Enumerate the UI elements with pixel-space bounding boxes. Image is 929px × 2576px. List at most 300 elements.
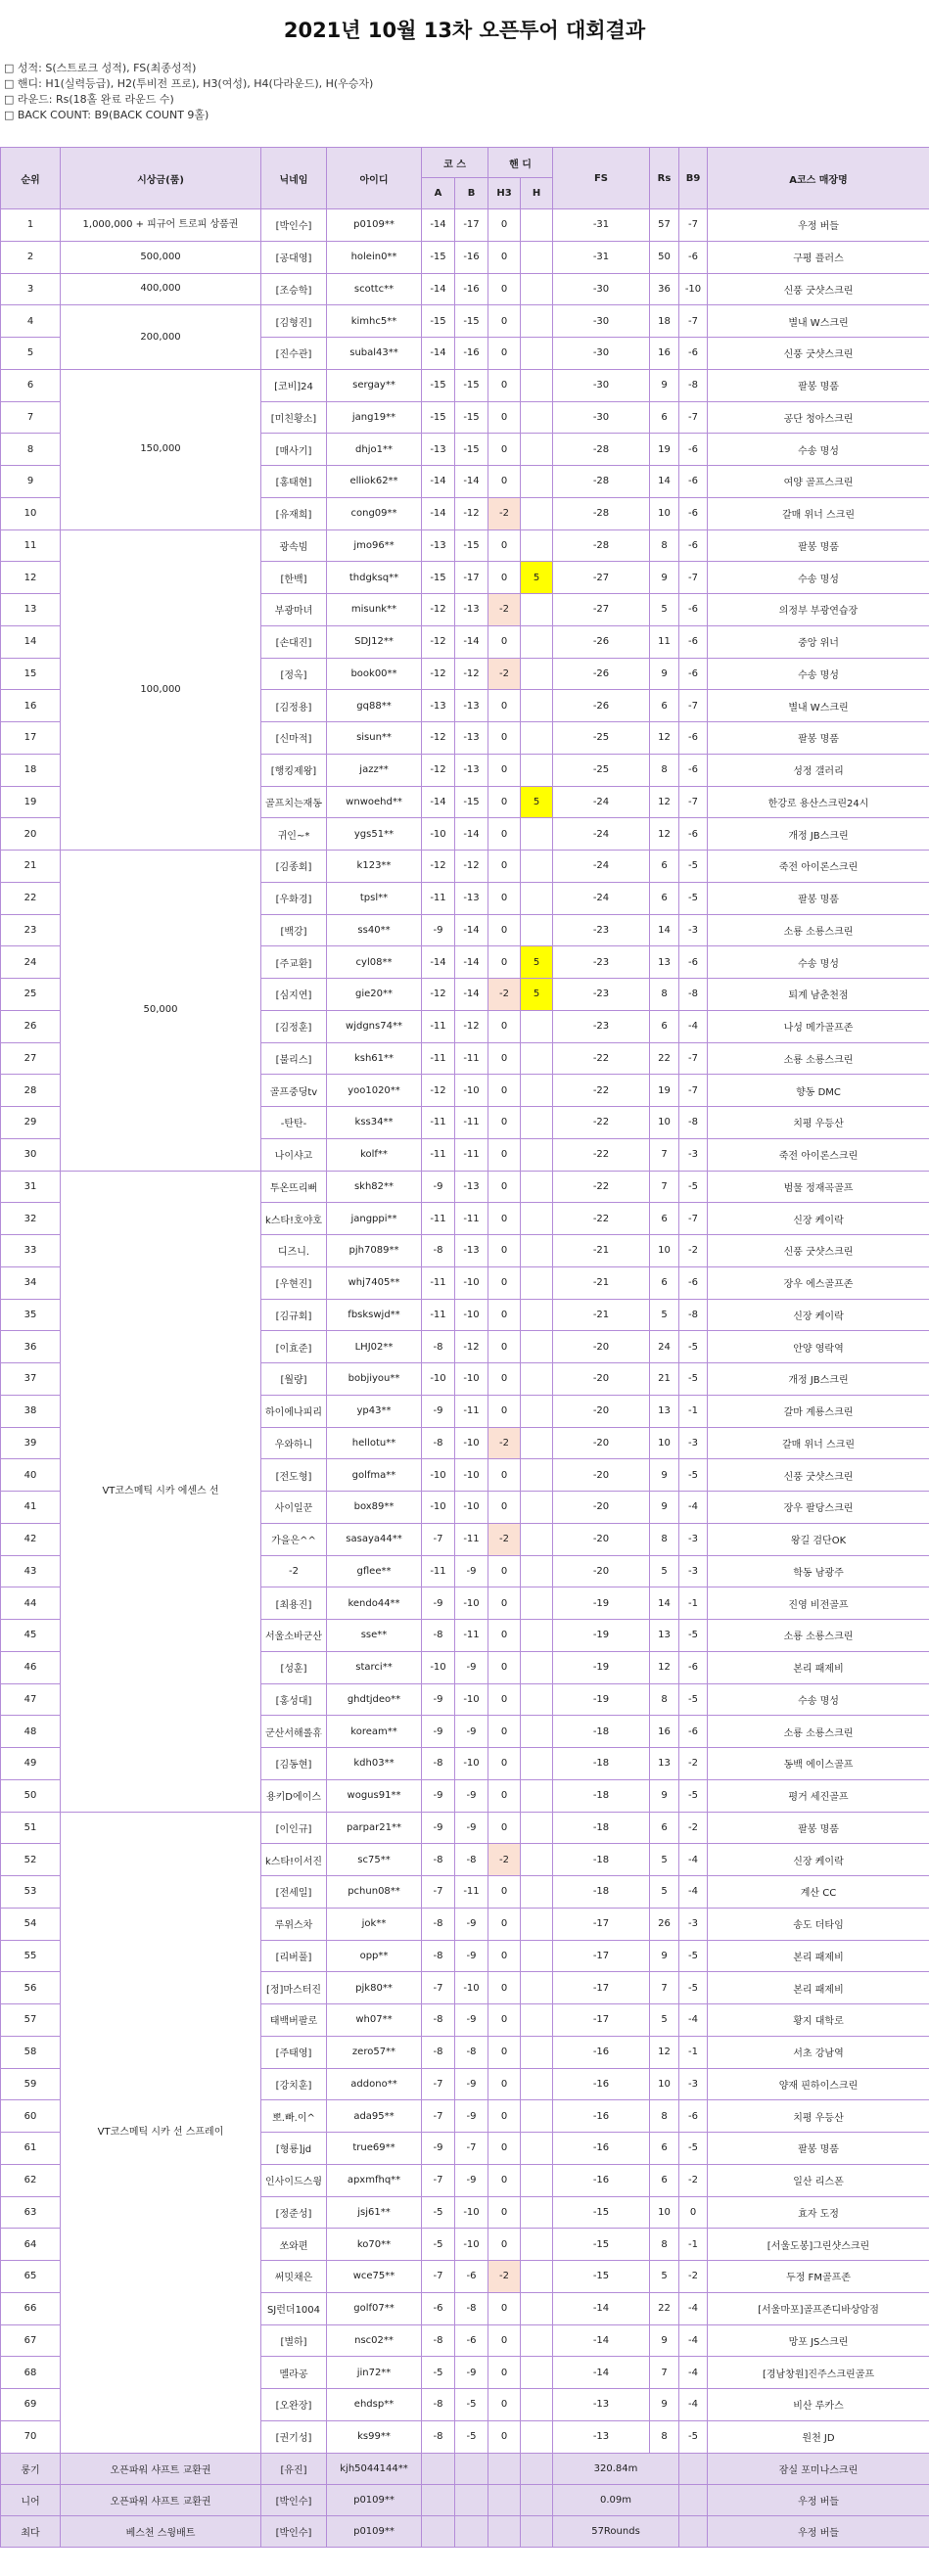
- rs-cell: 57: [650, 209, 679, 242]
- rs-cell: 16: [650, 1716, 679, 1748]
- rank-cell: 18: [1, 754, 61, 786]
- user-id-cell: box89**: [327, 1492, 422, 1524]
- user-id-cell: koream**: [327, 1716, 422, 1748]
- course-a-cell: -14: [422, 273, 455, 305]
- course-b-cell: -15: [455, 369, 488, 401]
- table-row: [1, 241, 929, 273]
- b9-cell: -1: [679, 1587, 708, 1620]
- course-a-cell: -9: [422, 1683, 455, 1716]
- h3-cell: 0: [488, 529, 521, 562]
- user-id-cell: wh07**: [327, 2004, 422, 2037]
- fs-cell: -23: [553, 946, 650, 979]
- user-id-cell: hellotu**: [327, 1427, 422, 1459]
- h-cell: [521, 2229, 553, 2261]
- award-value: 320.84m: [553, 2453, 679, 2484]
- nickname-cell: [홍태현]: [261, 466, 327, 498]
- user-id-cell: gq88**: [327, 690, 422, 722]
- fs-cell: -15: [553, 2261, 650, 2293]
- course-a-cell: -7: [422, 2100, 455, 2133]
- rank-cell: 19: [1, 786, 61, 818]
- h3-cell: 0: [488, 2068, 521, 2100]
- store-cell: 신풍 굿샷스크린: [708, 1459, 929, 1492]
- rs-cell: 13: [650, 1748, 679, 1780]
- nickname-cell: [행킹제왕]: [261, 754, 327, 786]
- table-row: [1, 529, 929, 562]
- course-b-cell: -15: [455, 529, 488, 562]
- course-a-cell: -13: [422, 529, 455, 562]
- user-id-cell: jazz**: [327, 754, 422, 786]
- b9-cell: -6: [679, 466, 708, 498]
- fs-cell: -16: [553, 2100, 650, 2133]
- course-a-cell: -8: [422, 2036, 455, 2068]
- h-cell: 5: [521, 562, 553, 594]
- h-cell: [521, 497, 553, 529]
- h3-cell: 0: [488, 466, 521, 498]
- rs-cell: 8: [650, 2420, 679, 2453]
- course-a-cell: -14: [422, 209, 455, 242]
- b9-cell: -6: [679, 241, 708, 273]
- store-cell: 팔봉 명품: [708, 882, 929, 914]
- user-id-cell: tpsl**: [327, 882, 422, 914]
- user-id-cell: sergay**: [327, 369, 422, 401]
- store-cell: 치평 우등산: [708, 1107, 929, 1139]
- rank-cell: 53: [1, 1876, 61, 1909]
- rs-cell: 9: [650, 369, 679, 401]
- course-a-cell: -15: [422, 305, 455, 338]
- h-cell: [521, 2164, 553, 2196]
- store-cell: [경남창원]진주스크린골프: [708, 2357, 929, 2389]
- course-a-cell: -9: [422, 1395, 455, 1427]
- course-a-cell: -14: [422, 338, 455, 370]
- h-cell: [521, 434, 553, 466]
- user-id-cell: jang19**: [327, 401, 422, 434]
- course-b-cell: -14: [455, 914, 488, 946]
- nickname-cell: [김동현]: [261, 1748, 327, 1780]
- nickname-cell: 군산서해롤휴: [261, 1716, 327, 1748]
- h3-cell: 0: [488, 1459, 521, 1492]
- store-cell: 본리 패제비: [708, 1651, 929, 1683]
- fs-cell: -26: [553, 658, 650, 690]
- user-id-cell: ygs51**: [327, 818, 422, 851]
- rank-cell: 40: [1, 1459, 61, 1492]
- b9-cell: -4: [679, 1010, 708, 1042]
- h3-cell: -2: [488, 594, 521, 626]
- prize-cell: 500,000: [61, 241, 261, 273]
- header-prize: 시상금(품): [61, 148, 261, 209]
- rank-cell: 63: [1, 2196, 61, 2229]
- course-b-cell: -12: [455, 1010, 488, 1042]
- store-cell: 수송 명성: [708, 946, 929, 979]
- nickname-cell: [심지연]: [261, 979, 327, 1011]
- header-rank: 순위: [1, 148, 61, 209]
- nickname-cell: 용키D에이스: [261, 1779, 327, 1812]
- h-cell: [521, 1620, 553, 1652]
- prize-cell: VT코스메틱 시카 선 스프레이: [61, 1812, 261, 2453]
- header-fs: FS: [553, 148, 650, 209]
- table-row: [1, 209, 929, 242]
- h-cell: [521, 1331, 553, 1363]
- rank-cell: 43: [1, 1555, 61, 1587]
- course-a-cell: -11: [422, 1042, 455, 1075]
- nickname-cell: [박인수]: [261, 209, 327, 242]
- b9-cell: -6: [679, 594, 708, 626]
- user-id-cell: kolf**: [327, 1138, 422, 1171]
- store-cell: 갈매 위너 스크린: [708, 1427, 929, 1459]
- h3-cell: -2: [488, 2261, 521, 2293]
- rs-cell: 12: [650, 786, 679, 818]
- course-b-cell: -9: [455, 1716, 488, 1748]
- rs-cell: 10: [650, 1235, 679, 1267]
- prize-cell: VT코스메틱 시카 에센스 선: [61, 1171, 261, 1812]
- course-a-cell: -8: [422, 2004, 455, 2037]
- award-blank: [679, 2484, 708, 2515]
- user-id-cell: opp**: [327, 1940, 422, 1972]
- rs-cell: 6: [650, 1010, 679, 1042]
- rs-cell: 7: [650, 2357, 679, 2389]
- nickname-cell: 멜라공: [261, 2357, 327, 2389]
- b9-cell: -4: [679, 1492, 708, 1524]
- course-a-cell: -8: [422, 1427, 455, 1459]
- nickname-cell: [월량]: [261, 1363, 327, 1396]
- h3-cell: 0: [488, 1716, 521, 1748]
- nickname-cell: 부광마녀: [261, 594, 327, 626]
- store-cell: 중앙 위너: [708, 625, 929, 658]
- award-prize: 오픈파워 샤프트 교환권: [61, 2453, 261, 2484]
- b9-cell: -6: [679, 1266, 708, 1299]
- b9-cell: -6: [679, 658, 708, 690]
- store-cell: 향동 DMC: [708, 1075, 929, 1107]
- fs-cell: -30: [553, 273, 650, 305]
- store-cell: 수송 명성: [708, 562, 929, 594]
- user-id-cell: misunk**: [327, 594, 422, 626]
- nickname-cell: 우와하니: [261, 1427, 327, 1459]
- user-id-cell: pchun08**: [327, 1876, 422, 1909]
- header-course-a: A: [422, 178, 455, 209]
- nickname-cell: [형룡]jd: [261, 2133, 327, 2165]
- rank-cell: 58: [1, 2036, 61, 2068]
- h-cell: [521, 2196, 553, 2229]
- nickname-cell: 가을은^^: [261, 1523, 327, 1555]
- user-id-cell: wce75**: [327, 2261, 422, 2293]
- store-cell: 송도 더타임: [708, 1908, 929, 1940]
- user-id-cell: ss40**: [327, 914, 422, 946]
- rank-cell: 36: [1, 1331, 61, 1363]
- rs-cell: 8: [650, 1523, 679, 1555]
- h-cell: [521, 1363, 553, 1396]
- course-a-cell: -9: [422, 1779, 455, 1812]
- user-id-cell: p0109**: [327, 209, 422, 242]
- rs-cell: 11: [650, 625, 679, 658]
- fs-cell: -28: [553, 466, 650, 498]
- user-id-cell: sasaya44**: [327, 1523, 422, 1555]
- course-a-cell: -14: [422, 497, 455, 529]
- store-cell: 나성 메가골프존: [708, 1010, 929, 1042]
- prize-cell: 50,000: [61, 851, 261, 1172]
- course-a-cell: -12: [422, 851, 455, 883]
- rank-cell: 26: [1, 1010, 61, 1042]
- user-id-cell: kss34**: [327, 1107, 422, 1139]
- course-b-cell: -11: [455, 1395, 488, 1427]
- nickname-cell: [강치훈]: [261, 2068, 327, 2100]
- fs-cell: -22: [553, 1075, 650, 1107]
- rs-cell: 6: [650, 2133, 679, 2165]
- user-id-cell: k123**: [327, 851, 422, 883]
- store-cell: 갈매 위너 스크린: [708, 497, 929, 529]
- course-a-cell: -12: [422, 722, 455, 755]
- course-b-cell: -13: [455, 722, 488, 755]
- store-cell: 신장 케이락: [708, 1203, 929, 1235]
- award-nickname: [박인수]: [261, 2516, 327, 2548]
- table-row: [1, 1812, 929, 1844]
- b9-cell: -10: [679, 273, 708, 305]
- b9-cell: -5: [679, 1459, 708, 1492]
- course-b-cell: -15: [455, 434, 488, 466]
- fs-cell: -18: [553, 1748, 650, 1780]
- rs-cell: 12: [650, 2036, 679, 2068]
- rank-cell: 41: [1, 1492, 61, 1524]
- b9-cell: -5: [679, 851, 708, 883]
- course-a-cell: -8: [422, 2389, 455, 2421]
- h3-cell: 0: [488, 2036, 521, 2068]
- store-cell: [서울도봉]그린샷스크린: [708, 2229, 929, 2261]
- user-id-cell: golfma**: [327, 1459, 422, 1492]
- h-cell: [521, 1812, 553, 1844]
- rank-cell: 61: [1, 2133, 61, 2165]
- fs-cell: -23: [553, 1010, 650, 1042]
- nickname-cell: 루위스차: [261, 1908, 327, 1940]
- store-cell: 갈마 계룡스크린: [708, 1395, 929, 1427]
- store-cell: 퇴계 남춘천점: [708, 979, 929, 1011]
- rs-cell: 13: [650, 946, 679, 979]
- course-b-cell: -10: [455, 1683, 488, 1716]
- course-b-cell: -17: [455, 209, 488, 242]
- page-title: 2021년 10월 13차 오픈투어 대회결과: [283, 19, 646, 42]
- h3-cell: -2: [488, 1523, 521, 1555]
- fs-cell: -21: [553, 1299, 650, 1331]
- user-id-cell: sc75**: [327, 1844, 422, 1876]
- h3-cell: 0: [488, 305, 521, 338]
- award-blank: [679, 2516, 708, 2548]
- rank-cell: 24: [1, 946, 61, 979]
- store-cell: 개정 JB스크린: [708, 818, 929, 851]
- fs-cell: -20: [553, 1331, 650, 1363]
- store-cell: 소룡 소룡스크린: [708, 1042, 929, 1075]
- nickname-cell: [김규회]: [261, 1299, 327, 1331]
- course-b-cell: -12: [455, 658, 488, 690]
- rank-cell: 10: [1, 497, 61, 529]
- h-cell: [521, 305, 553, 338]
- prize-cell: 400,000: [61, 273, 261, 305]
- h-cell: [521, 2261, 553, 2293]
- rs-cell: 6: [650, 401, 679, 434]
- b9-cell: -4: [679, 2292, 708, 2324]
- course-a-cell: -7: [422, 1876, 455, 1909]
- h3-cell: 0: [488, 1620, 521, 1652]
- h-cell: [521, 241, 553, 273]
- rs-cell: 18: [650, 305, 679, 338]
- rs-cell: 16: [650, 338, 679, 370]
- b9-cell: -3: [679, 1427, 708, 1459]
- fs-cell: -22: [553, 1107, 650, 1139]
- b9-cell: -2: [679, 1748, 708, 1780]
- b9-cell: -6: [679, 722, 708, 755]
- user-id-cell: parpar21**: [327, 1812, 422, 1844]
- b9-cell: -3: [679, 1138, 708, 1171]
- course-b-cell: -9: [455, 1779, 488, 1812]
- h3-cell: 0: [488, 1138, 521, 1171]
- header-user-id: 아이디: [327, 148, 422, 209]
- rank-cell: 45: [1, 1620, 61, 1652]
- course-b-cell: -9: [455, 2068, 488, 2100]
- store-cell: 우정 버들: [708, 209, 929, 242]
- rank-cell: 37: [1, 1363, 61, 1396]
- fs-cell: -22: [553, 1042, 650, 1075]
- header-course-b: B: [455, 178, 488, 209]
- nickname-cell: [별하]: [261, 2324, 327, 2357]
- rank-cell: 5: [1, 338, 61, 370]
- b9-cell: -5: [679, 1940, 708, 1972]
- award-user-id: p0109**: [327, 2516, 422, 2548]
- rs-cell: 14: [650, 1587, 679, 1620]
- course-a-cell: -9: [422, 1716, 455, 1748]
- h-cell: [521, 1042, 553, 1075]
- rs-cell: 12: [650, 818, 679, 851]
- rs-cell: 9: [650, 2389, 679, 2421]
- course-b-cell: -12: [455, 851, 488, 883]
- fs-cell: -20: [553, 1459, 650, 1492]
- nickname-cell: SJ런더1004: [261, 2292, 327, 2324]
- rs-cell: 10: [650, 1107, 679, 1139]
- h3-cell: -2: [488, 979, 521, 1011]
- course-b-cell: -10: [455, 1363, 488, 1396]
- b9-cell: -6: [679, 2100, 708, 2133]
- b9-cell: 0: [679, 2196, 708, 2229]
- course-a-cell: -12: [422, 658, 455, 690]
- store-cell: 본리 패제비: [708, 1972, 929, 2004]
- fs-cell: -26: [553, 625, 650, 658]
- rank-cell: 32: [1, 1203, 61, 1235]
- user-id-cell: fbskswjd**: [327, 1299, 422, 1331]
- rank-cell: 28: [1, 1075, 61, 1107]
- course-a-cell: -10: [422, 1459, 455, 1492]
- fs-cell: -27: [553, 562, 650, 594]
- award-prize: 베스천 스윙배트: [61, 2516, 261, 2548]
- rank-cell: 52: [1, 1844, 61, 1876]
- nickname-cell: 디즈니.: [261, 1235, 327, 1267]
- rank-cell: 30: [1, 1138, 61, 1171]
- h3-cell: 0: [488, 1492, 521, 1524]
- h-cell: [521, 1427, 553, 1459]
- h3-cell: 0: [488, 625, 521, 658]
- course-a-cell: -14: [422, 786, 455, 818]
- rs-cell: 5: [650, 1876, 679, 1909]
- nickname-cell: [오완장]: [261, 2389, 327, 2421]
- h3-cell: 0: [488, 1235, 521, 1267]
- h-cell: 5: [521, 979, 553, 1011]
- course-a-cell: -11: [422, 882, 455, 914]
- store-cell: 팔봉 명품: [708, 369, 929, 401]
- course-b-cell: -11: [455, 1876, 488, 1909]
- h-cell: [521, 851, 553, 883]
- user-id-cell: bobjiyou**: [327, 1363, 422, 1396]
- h3-cell: 0: [488, 2420, 521, 2453]
- store-cell: 팔봉 명품: [708, 2133, 929, 2165]
- nickname-cell: [신마적]: [261, 722, 327, 755]
- store-cell: 비산 루카스: [708, 2389, 929, 2421]
- fs-cell: -18: [553, 1876, 650, 1909]
- h3-cell: 0: [488, 241, 521, 273]
- legend-line: □ 핸디: H1(실력등급), H2(투비전 프로), H3(여성), H4(다라운드), H(우승자): [4, 77, 374, 90]
- h3-cell: 0: [488, 1587, 521, 1620]
- nickname-cell: 광속빔: [261, 529, 327, 562]
- b9-cell: -7: [679, 690, 708, 722]
- user-id-cell: yp43**: [327, 1395, 422, 1427]
- store-cell: 안양 영락역: [708, 1331, 929, 1363]
- user-id-cell: kimhc5**: [327, 305, 422, 338]
- rank-cell: 69: [1, 2389, 61, 2421]
- nickname-cell: [리버풀]: [261, 1940, 327, 1972]
- user-id-cell: ko70**: [327, 2229, 422, 2261]
- award-store: 우정 버들: [708, 2484, 929, 2515]
- user-id-cell: sse**: [327, 1620, 422, 1652]
- course-a-cell: -6: [422, 2292, 455, 2324]
- user-id-cell: gie20**: [327, 979, 422, 1011]
- h3-cell: 0: [488, 1075, 521, 1107]
- course-a-cell: -13: [422, 434, 455, 466]
- rs-cell: 7: [650, 1171, 679, 1203]
- user-id-cell: ks99**: [327, 2420, 422, 2453]
- h3-cell: 0: [488, 1363, 521, 1396]
- course-a-cell: -8: [422, 1331, 455, 1363]
- course-b-cell: -16: [455, 338, 488, 370]
- rs-cell: 19: [650, 434, 679, 466]
- course-a-cell: -11: [422, 1266, 455, 1299]
- h3-cell: 0: [488, 1266, 521, 1299]
- h3-cell: 0: [488, 2324, 521, 2357]
- store-cell: 구평 플러스: [708, 241, 929, 273]
- h3-cell: 0: [488, 1908, 521, 1940]
- table-row: [1, 305, 929, 338]
- h-cell: [521, 1395, 553, 1427]
- user-id-cell: kdh03**: [327, 1748, 422, 1780]
- h3-cell: 0: [488, 754, 521, 786]
- rs-cell: 8: [650, 529, 679, 562]
- course-a-cell: -15: [422, 241, 455, 273]
- h-cell: [521, 2036, 553, 2068]
- h-cell: [521, 594, 553, 626]
- store-cell: 팔봉 명품: [708, 1812, 929, 1844]
- h3-cell: 0: [488, 2133, 521, 2165]
- nickname-cell: [최용진]: [261, 1587, 327, 1620]
- fs-cell: -19: [553, 1683, 650, 1716]
- h-cell: [521, 2324, 553, 2357]
- store-cell: 소룡 소룡스크린: [708, 1620, 929, 1652]
- h3-cell: 0: [488, 1299, 521, 1331]
- b9-cell: -1: [679, 2229, 708, 2261]
- b9-cell: -3: [679, 914, 708, 946]
- nickname-cell: [김형진]: [261, 305, 327, 338]
- h3-cell: 0: [488, 209, 521, 242]
- course-b-cell: -10: [455, 1075, 488, 1107]
- rank-cell: 64: [1, 2229, 61, 2261]
- rs-cell: 6: [650, 1266, 679, 1299]
- course-b-cell: -14: [455, 946, 488, 979]
- nickname-cell: [김종회]: [261, 851, 327, 883]
- store-cell: 수송 명성: [708, 658, 929, 690]
- user-id-cell: pjh7089**: [327, 1235, 422, 1267]
- user-id-cell: LHJ02**: [327, 1331, 422, 1363]
- nickname-cell: [정옥]: [261, 658, 327, 690]
